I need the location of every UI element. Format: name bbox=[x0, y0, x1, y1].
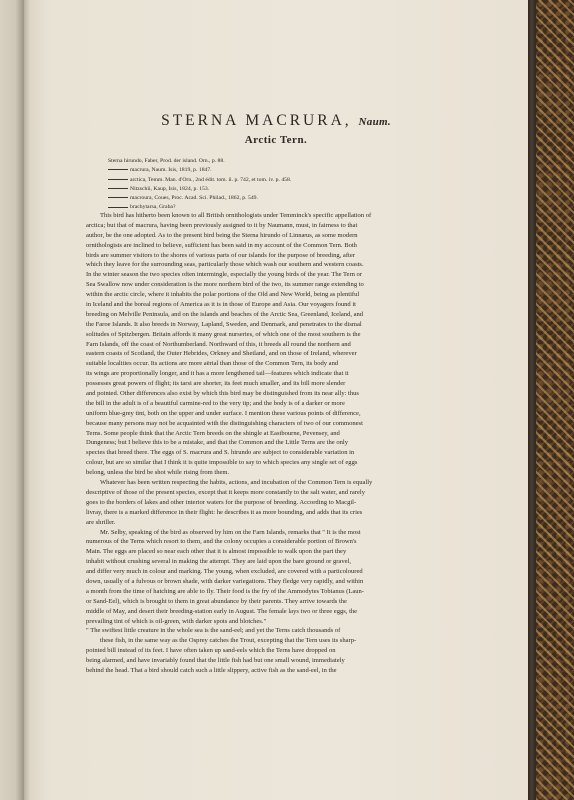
species-name: STERNA MACRURA, bbox=[161, 112, 352, 129]
text-line: and pointed. Other differences also exist by which this bird may be distinguished from its near ally: thus bbox=[86, 390, 359, 398]
text-line: because many persons may not be acquainted with the distinguishing characters of two of our commonest bbox=[86, 419, 363, 427]
synonym-text: macroura, Coues, Proc. Acad. Sci. Philad., 1862, p. 549. bbox=[130, 195, 258, 202]
text-line: colour, but are so similar that I think it is quite impossible to say to which species any single set of eggs bbox=[86, 459, 358, 467]
text-line: goes to the borders of lakes and other interior waters for the purpose of breeding. According to Macgil- bbox=[86, 498, 357, 506]
text-line: the bill in the adult is of a beautiful carmine-red to the very tip; and the body is of a darker or more bbox=[86, 399, 345, 407]
text-line: prevailing tint of which is oil-green, with darker spots and blotches." bbox=[86, 617, 267, 625]
synonym-text: Sterna hirundo, Faber, Prod. der island. Orn., p. 88. bbox=[108, 158, 225, 164]
ditto-dash bbox=[108, 207, 128, 208]
text-line: middle of May, and desert their breeding-station early in August. The female lays two or three eggs, the bbox=[86, 607, 358, 615]
ditto-dash bbox=[108, 188, 128, 189]
text-line: possesses great powers of flight; its tarsi are shorter, its feet much smaller, and its bill more slender bbox=[86, 380, 346, 388]
text-line: species that breed there. The eggs of S. macrura and S. hirundo are subject to considerable variation in bbox=[86, 449, 355, 457]
previous-page-edge bbox=[0, 0, 26, 800]
text-line: Whatever has been written respecting the habits, actions, and incubation of the Common Tern is equally bbox=[100, 479, 373, 487]
text-line: " The swiftest little creature in the whole sea is the sand-eel; and yet the Terns catch thousands of bbox=[86, 627, 341, 635]
text-line: Sea Swallow now under consideration is the more northern bird of the two, its summer range extending to bbox=[86, 281, 364, 289]
text-line: ornithologists are inclined to believe, sufficient has been said in my account of the Common Tern. Both bbox=[86, 241, 357, 249]
text-line: its wings are proportionally longer, and it has a more lengthened tail—features which indicate that it bbox=[86, 370, 349, 378]
text-line: Main. The eggs are placed so near each other that it is almost impossible to walk upon the part they bbox=[86, 548, 347, 556]
text-line: Dungeness; but I believe this to be a mistake, and that the Common and the Little Terns are the only bbox=[86, 439, 348, 447]
synonym-entry bbox=[108, 185, 468, 194]
text-line: belong, unless the bird be shot while rising from them. bbox=[86, 469, 230, 477]
text-line: breeding on Melville Peninsula, and on the islands and beaches of the Arctic Sea, Greenland, Iceland, and bbox=[86, 310, 364, 318]
text-line: inhabit without crushing several in making the attempt. They are laid upon the bare ground or gravel, bbox=[86, 558, 351, 566]
synonym-text: Nitzschii, Kaup, Isis, 1824, p. 153. bbox=[130, 185, 210, 192]
text-line: suitable localities occur. Its actions are more aërial than those of the Common Tern, its body and bbox=[86, 360, 339, 368]
text-line: pointed bill instead of its feet. I have often taken up sand-eels which the Terns have dropped on bbox=[86, 647, 336, 655]
text-line: uniform blue-grey tint, both on the upper and under surface. I mention these various points of difference, bbox=[86, 409, 361, 417]
text-line: and differ very much in colour and marking. The young, when excluded, are covered with a particoloured bbox=[86, 568, 363, 576]
book-page bbox=[24, 0, 528, 800]
text-line: solitudes of Spitzbergen. Britain affords it many great nurseries, of which one of the most southern is the bbox=[86, 330, 361, 338]
ditto-dash bbox=[108, 169, 128, 170]
synonym-entry bbox=[108, 157, 468, 166]
species-title bbox=[24, 112, 528, 130]
text-line: the Faroe Islands. It also breeds in Norway, Lapland, Sweden, and Denmark, and penetrates to the dismal bbox=[86, 320, 362, 328]
body-text bbox=[86, 211, 500, 676]
text-line: are shriller. bbox=[86, 518, 116, 526]
text-line: numerous of the Terns which resort to them, and the colony occupies a considerable portion of Brown's bbox=[86, 538, 357, 546]
text-line: which they leave for the surrounding seas, particularly those which wash our southern and western coasts. bbox=[86, 261, 364, 269]
text-line: being alarmed, and have invariably found that the little fish had but one small wound, immediately bbox=[86, 657, 345, 665]
synonym-text: brachytarsa, Graba? bbox=[130, 204, 176, 211]
text-line: within the arctic circle, where it inhabits the polar portions of the Old and New World, being as plentiful bbox=[86, 291, 360, 299]
species-authority: Naum. bbox=[358, 116, 391, 128]
synonym-entry bbox=[108, 166, 468, 175]
synonym-text: arctica, Temm. Man. d'Orn., 2nd édit. tom. ii. p. 742, et tom. iv. p. 458. bbox=[130, 176, 292, 183]
decorative-endpaper bbox=[536, 0, 574, 800]
text-line: author, be the one adopted. As to the present bird being the Sterna hirundo of Linnæus, as some modern bbox=[86, 231, 358, 239]
text-line: Terns. Some people think that the Arctic Tern breeds on the shingle at Eastbourne, Pevensey, and bbox=[86, 429, 340, 437]
text-line: Farn Islands, off the coast of Northumberland. Northward of this, it breeds all round the northern and bbox=[86, 340, 351, 348]
text-line: This bird has hitherto been known to all British ornithologists under Temminck's specific appellation of bbox=[100, 212, 372, 219]
synonymy-list bbox=[108, 157, 468, 213]
text-line: behind the head. That a bird should catch such a little slippery, active fish as the sand-eel, in the bbox=[86, 666, 337, 674]
synonym-text: macrura, Naum. Isis, 1819, p. 1847. bbox=[130, 167, 212, 174]
text-line: Mr. Selby, speaking of the bird as observed by him on the Farn Islands, remarks that " It is the most bbox=[100, 528, 361, 536]
synonym-entry bbox=[108, 194, 468, 203]
text-line: arctica; but that of macrura, having been previously assigned to it by Naumann, must, in fairness to that bbox=[86, 221, 358, 229]
synonym-entry bbox=[108, 176, 468, 185]
text-line: or Sand-Eel), which is brought to them in great abundance by their parents. They arrive towards the bbox=[86, 597, 347, 605]
text-line: a month from the time of hatching are able to fly. Their food is the fry of the Ammodytes Tobianus (Laun- bbox=[86, 587, 364, 595]
text-line: down, usually of a fulvous or brown shade, with darker variegations. They fledge very rapidly, and within bbox=[86, 577, 364, 585]
ditto-dash bbox=[108, 179, 128, 180]
common-name: Arctic Tern. bbox=[244, 134, 308, 146]
text-line: livray, there is a marked difference in their flight: he describes it as more bounding, and adds that its cries bbox=[86, 508, 363, 516]
text-line: birds are summer visitors to the shores of various parts of our islands for the purpose of breeding, after bbox=[86, 251, 355, 259]
text-line: in Iceland and the boreal regions of America as it is in those of Europe and Asia. Our voyagers found it bbox=[86, 301, 356, 309]
text-line: descriptive of those of the present species, except that it keeps more constantly to the salt water, and rarely bbox=[86, 488, 365, 496]
text-line: these fish, in the same way as the Osprey catches the Trout, excepting that the Tern uses its sharp- bbox=[100, 637, 357, 645]
ditto-dash bbox=[108, 197, 128, 198]
text-line: In the winter season the two species often intermingle, especially the young birds of the year. The Tern or bbox=[86, 271, 363, 279]
text-line: eastern coasts of Scotland, the Outer Hebrides, Orkney and Shetland, and on those of Ireland, wherever bbox=[86, 350, 357, 358]
